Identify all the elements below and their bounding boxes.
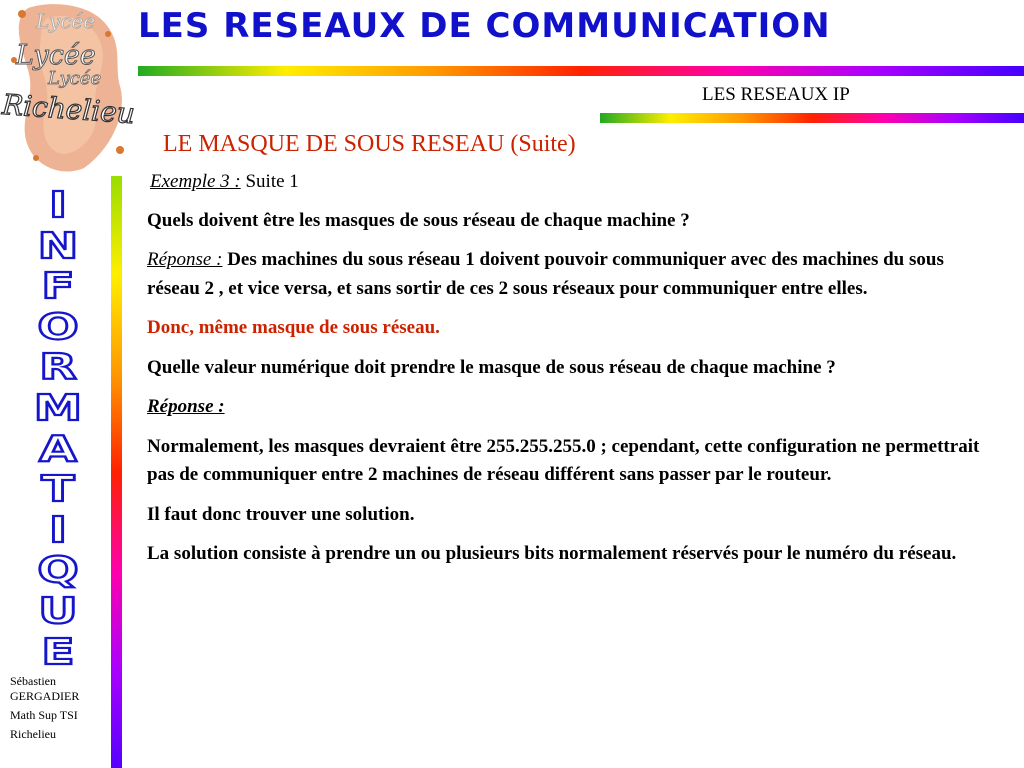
rainbow-divider-top — [138, 66, 1024, 76]
slide-content — [147, 168, 997, 580]
vertical-letter: Q — [37, 550, 79, 592]
presentation-title: LES RESEAUX DE COMMUNICATION — [138, 6, 831, 46]
rainbow-divider-vertical — [111, 176, 122, 768]
answer-1-text: Des machines du sous réseau 1 doivent pouvoir communiquer avec des machines du sous réseau 2 , et vice versa, et sans sortir de ces 2 sous réseaux pour communiquer entre elles. — [147, 249, 944, 299]
vertical-letter: T — [41, 469, 75, 511]
example-heading — [150, 168, 997, 197]
vertical-letter: E — [41, 631, 75, 673]
conclusion: Donc, même masque de sous réseau. — [147, 317, 440, 338]
vertical-informatique — [20, 186, 96, 673]
example-suffix: Suite 1 — [240, 171, 299, 192]
answer-2-label-line — [147, 393, 997, 422]
vertical-letter: I — [48, 185, 68, 226]
author-class: Math Sup TSI — [10, 708, 78, 722]
author-block — [10, 674, 110, 746]
answer-1 — [147, 246, 997, 303]
author-school: Richelieu — [10, 727, 56, 741]
vertical-letter: O — [37, 306, 79, 348]
rainbow-divider-section — [600, 113, 1024, 123]
answer-label-2: Réponse : — [147, 396, 225, 417]
question-2: Quelle valeur numérique doit prendre le masque de sous réseau de chaque machine ? — [147, 356, 836, 378]
question-1: Quels doivent être les masques de sous réseau de chaque machine ? — [147, 209, 690, 231]
section-title: LES RESEAUX IP — [702, 84, 850, 105]
lycee-richelieu-logo — [0, 0, 140, 175]
vertical-letter: M — [33, 387, 83, 429]
vertical-letter: A — [39, 428, 77, 470]
vertical-letter: U — [38, 590, 78, 632]
example-label: Exemple 3 : — [150, 171, 241, 192]
vertical-letter: I — [48, 509, 68, 551]
logo-text-line1: Lycée — [36, 9, 96, 33]
logo-text-line2: Lycée — [16, 40, 96, 71]
answer-4: La solution consiste à prendre un ou plusieurs bits normalement réservés pour le numéro du réseau. — [147, 543, 957, 564]
logo-text-line4: Richelieu — [1, 87, 136, 131]
answer-2: Normalement, les masques devraient être 255.255.255.0 ; cependant, cette configuration ne permettrait pas de communiquer entre 2 machines de réseau différent sans passer par le routeur. — [147, 435, 980, 485]
vertical-letter: N — [37, 225, 79, 267]
answer-label: Réponse : — [147, 249, 223, 270]
slide-title: LE MASQUE DE SOUS RESEAU (Suite) — [163, 131, 576, 157]
author-last-name: GERGADIER — [10, 689, 80, 703]
vertical-letter: R — [39, 347, 77, 389]
vertical-letter: F — [41, 266, 75, 308]
logo-text-line3: Lycée — [48, 68, 102, 89]
author-first-name: Sébastien — [10, 674, 56, 688]
answer-3: Il faut donc trouver une solution. — [147, 503, 415, 525]
author-name — [10, 674, 110, 704]
